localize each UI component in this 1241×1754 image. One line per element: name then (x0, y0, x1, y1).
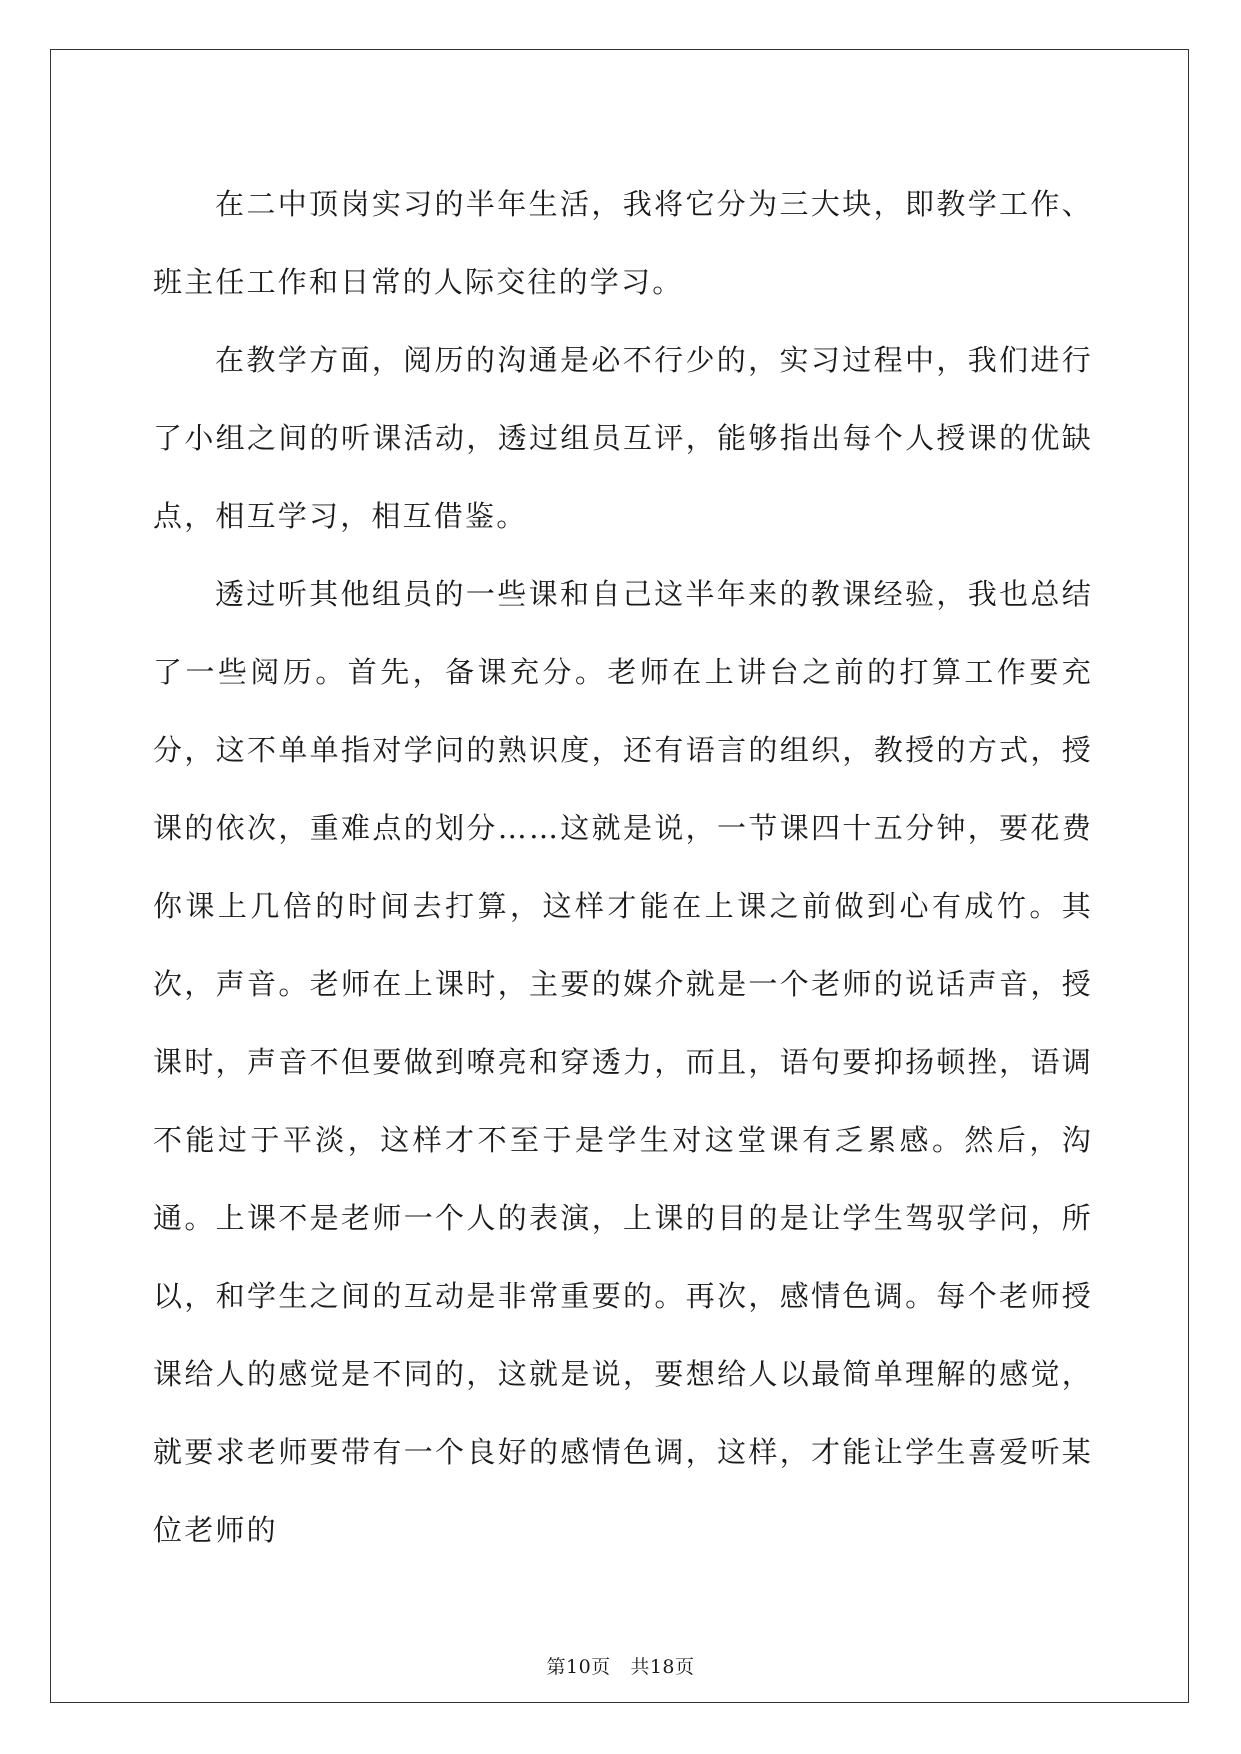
page-total: 共18页 (630, 1656, 695, 1678)
page-footer (0, 1652, 1241, 1679)
paragraph-2: 在教学方面，阅历的沟通是必不行少的，实习过程中，我们进行了小组之间的听课活动，透过组员互评，能够指出每个人授课的优缺点，相互学习，相互借鉴。 (153, 343, 1093, 533)
paragraph-3: 透过听其他组员的一些课和自己这半年来的教课经验，我也总结了一些阅历。首先，备课充分。老师在上讲台之前的打算工作要充分，这不单单指对学问的熟识度，还有语言的组织，教授的方式，授课的依次，重难点的划分……这就是说，一节课四十五分钟，要花费你课上几倍的时间去打算，这样才能在上课之前做到心有成竹。其次，声音。老师在上课时，主要的媒介就是一个老师的说话声音，授课时，声音不但要做到嘹亮和穿透力，而且，语句要抑扬顿挫，语调不能过于平淡，这样才不至于是学生对这堂课有乏累感。然后，沟通。上课不是老师一个人的表演，上课的目的是让学生驾驭学问，所以，和学生之间的互动是非常重要的。再次，感情色调。每个老师授课给人的感觉是不同的，这就是说，要想给人以最简单理解的感觉，就要求老师要带有一个良好的感情色调，这样，才能让学生喜爱听某位老师的 (153, 577, 1093, 1547)
paragraph-1: 在二中顶岗实习的半年生活，我将它分为三大块，即教学工作、班主任工作和日常的人际交往的学习。 (153, 187, 1093, 299)
document-body (153, 165, 1093, 1569)
page-number: 第10页 (546, 1656, 611, 1678)
